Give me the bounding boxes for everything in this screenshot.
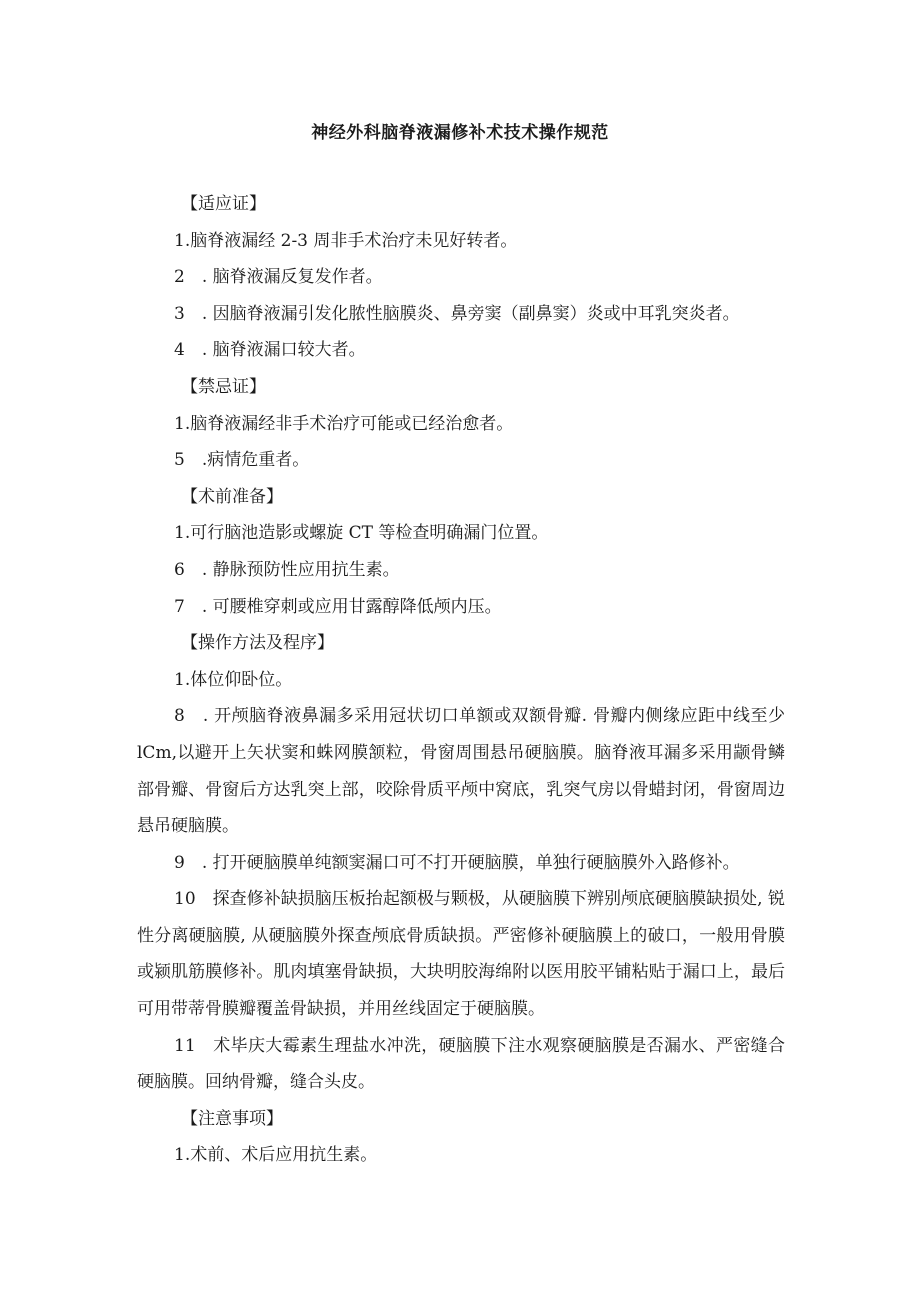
list-item: 6 . 静脉预防性应用抗生素。 (174, 559, 400, 580)
list-item: 3 . 因脑脊液漏引发化脓性脑膜炎、鼻旁窦（副鼻窦）炎或中耳乳突炎者。 (174, 303, 740, 324)
list-item: 1.脑脊液漏经 2-3 周非手术治疗未见好转者。 (174, 230, 518, 251)
list-item: 7 . 可腰椎穿刺或应用甘露醇降低颅内压。 (174, 596, 502, 617)
section-heading-preparation: 【术前准备】 (181, 486, 283, 507)
document-title: 神经外科脑脊液漏修补术技术操作规范 (311, 123, 609, 143)
list-item: 1.体位仰卧位。 (174, 669, 293, 690)
list-item: 1.可行脑池造影或螺旋 CT 等检查明确漏门位置。 (174, 523, 549, 544)
list-item: 11 术毕庆大霉素生理盐水冲洗，硬脑膜下注水观察硬脑膜是否漏水、严密缝合硬脑膜。回纳骨瓣，缝合头皮。 (137, 1035, 785, 1093)
list-item: 4 . 脑脊液漏口较大者。 (174, 340, 366, 361)
list-item: 1.脑脊液漏经非手术治疗可能或已经治愈者。 (174, 413, 514, 434)
section-heading-procedure: 【操作方法及程序】 (181, 633, 334, 654)
list-item: 9 . 打开硬脑膜单纯额窦漏口可不打开硬脑膜，单独行硬脑膜外入路修补。 (174, 852, 740, 873)
list-item: 8 . 开颅脑脊液鼻漏多采用冠状切口单额或双额骨瓣. 骨瓣内侧缘应距中线至少 lCm,以避开上矢状窦和蛛网膜颔粒，骨窗周围悬吊硬脑膜。脑脊液耳漏多采用颛骨鳞部骨瓣、骨窗后方达乳突上部，咬除骨质平颅中窝底，乳突气房以骨蜡封闭，骨窗周边悬吊硬脑膜。 (137, 706, 785, 837)
list-item: 10 探查修补缺损脑压板抬起额极与颗极，从硬脑膜下辨别颅底硬脑膜缺损处, 锐性分离硬脑膜, 从硬脑膜外探查颅底骨质缺损。严密修补硬脑膜上的破口，一般用骨膜或颍肌筋膜修补。肌肉填塞骨缺损，大块明胶海绵附以医用胶平铺粘贴于漏口上，最后可用带蒂骨膜瓣覆盖骨缺损，并用丝线固定于硬脑膜。 (137, 889, 785, 1020)
list-item: 2 . 脑脊液漏反复发作者。 (174, 267, 383, 288)
section-heading-notes: 【注意事项】 (181, 1108, 283, 1129)
list-item: 1.术前、术后应用抗生素。 (174, 1145, 378, 1166)
section-heading-indications: 【适应证】 (181, 194, 266, 214)
list-item: 5 .病情危重者。 (174, 450, 310, 471)
section-heading-contraindications: 【禁忌证】 (181, 376, 266, 397)
document-body (137, 186, 785, 1174)
